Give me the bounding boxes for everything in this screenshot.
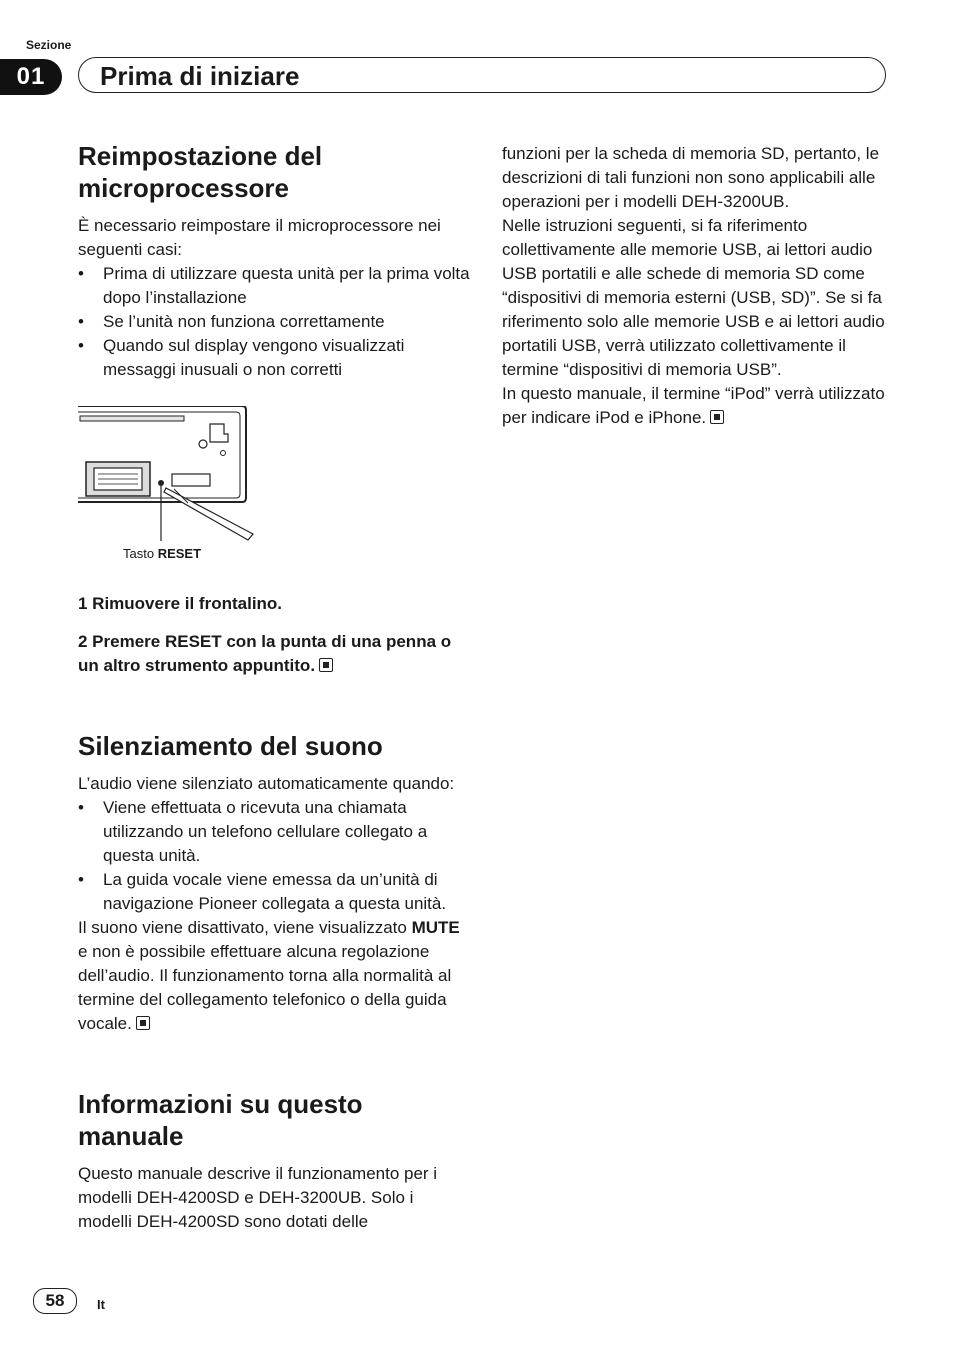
mute-body: Il suono viene disattivato, viene visualizzato MUTE e non è possibile effettuare alcuna regolazione dell’audio. Il funzionamento torna alla normalità al termine del collegamento telefonico o della guida vocale.	[78, 918, 460, 1033]
reset-caption: Tasto RESET	[123, 546, 202, 561]
manual-paragraph-2: Nelle istruzioni seguenti, si fa riferimento collettivamente alle memorie USB, ai lettori audio USB portatili e alle schede di memoria SD come “dispositivi di memoria esterni (USB, SD)”. Se si fa riferimento solo alle memorie USB e ai lettori audio portatili USB, verrà utilizzato collettivamente il termine “dispositivi di memoria USB”.	[502, 216, 885, 379]
mute-intro: L’audio viene silenziato automaticamente quando:	[78, 774, 455, 793]
manual-heading: Informazioni su questo manuale	[78, 1089, 363, 1151]
reset-button-illustration	[78, 406, 258, 566]
mute-bullet-list	[78, 796, 470, 916]
end-of-section-icon	[319, 658, 333, 672]
step-2: 2 Premere RESET con la punta di una penna o un altro strumento appuntito.	[78, 632, 452, 675]
end-of-section-icon	[710, 410, 724, 424]
reset-intro: È necessario reimpostare il microprocessore nei seguenti casi:	[78, 216, 441, 259]
list-item: • Prima di utilizzare questa unità per la prima volta dopo l’installazione	[78, 264, 470, 307]
list-item: • Quando sul display vengono visualizzati messaggi inusuali o non corretti	[78, 336, 405, 379]
head-unit-drawing	[78, 406, 258, 546]
list-item: • Se l’unità non funziona correttamente	[78, 312, 385, 331]
end-of-section-icon	[136, 1016, 150, 1030]
language-code: It	[97, 1297, 105, 1312]
manual-paragraph-3: In questo manuale, il termine “iPod” verrà utilizzato per indicare iPod e iPhone.	[502, 384, 885, 427]
list-item: • Viene effettuata o ricevuta una chiamata utilizzando un telefono cellulare collegato a questa unità.	[78, 798, 428, 865]
manual-paragraph-1: funzioni per la scheda di memoria SD, pertanto, le descrizioni di tali funzioni non sono applicabili alle operazioni per i modelli DEH-3200UB.	[502, 144, 880, 211]
reset-bullet-list	[78, 262, 470, 382]
section-label: Sezione	[26, 38, 72, 52]
step-1: 1 Rimuovere il frontalino.	[78, 594, 283, 613]
right-column	[502, 142, 894, 430]
list-item: • La guida vocale viene emessa da un’unità di navigazione Pioneer collegata a questa unità.	[78, 870, 447, 913]
left-column	[78, 140, 470, 1234]
section-title: Prima di iniziare	[100, 61, 300, 91]
manual-intro: Questo manuale descrive il funzionamento per i modelli DEH-4200SD e DEH-3200UB. Solo i modelli DEH-4200SD sono dotati delle	[78, 1164, 438, 1231]
reset-heading: Reimpostazione del microprocessore	[78, 141, 323, 203]
page-number: 58	[33, 1288, 77, 1314]
mute-heading: Silenziamento del suono	[78, 731, 383, 761]
section-number-badge: 01	[0, 59, 62, 95]
